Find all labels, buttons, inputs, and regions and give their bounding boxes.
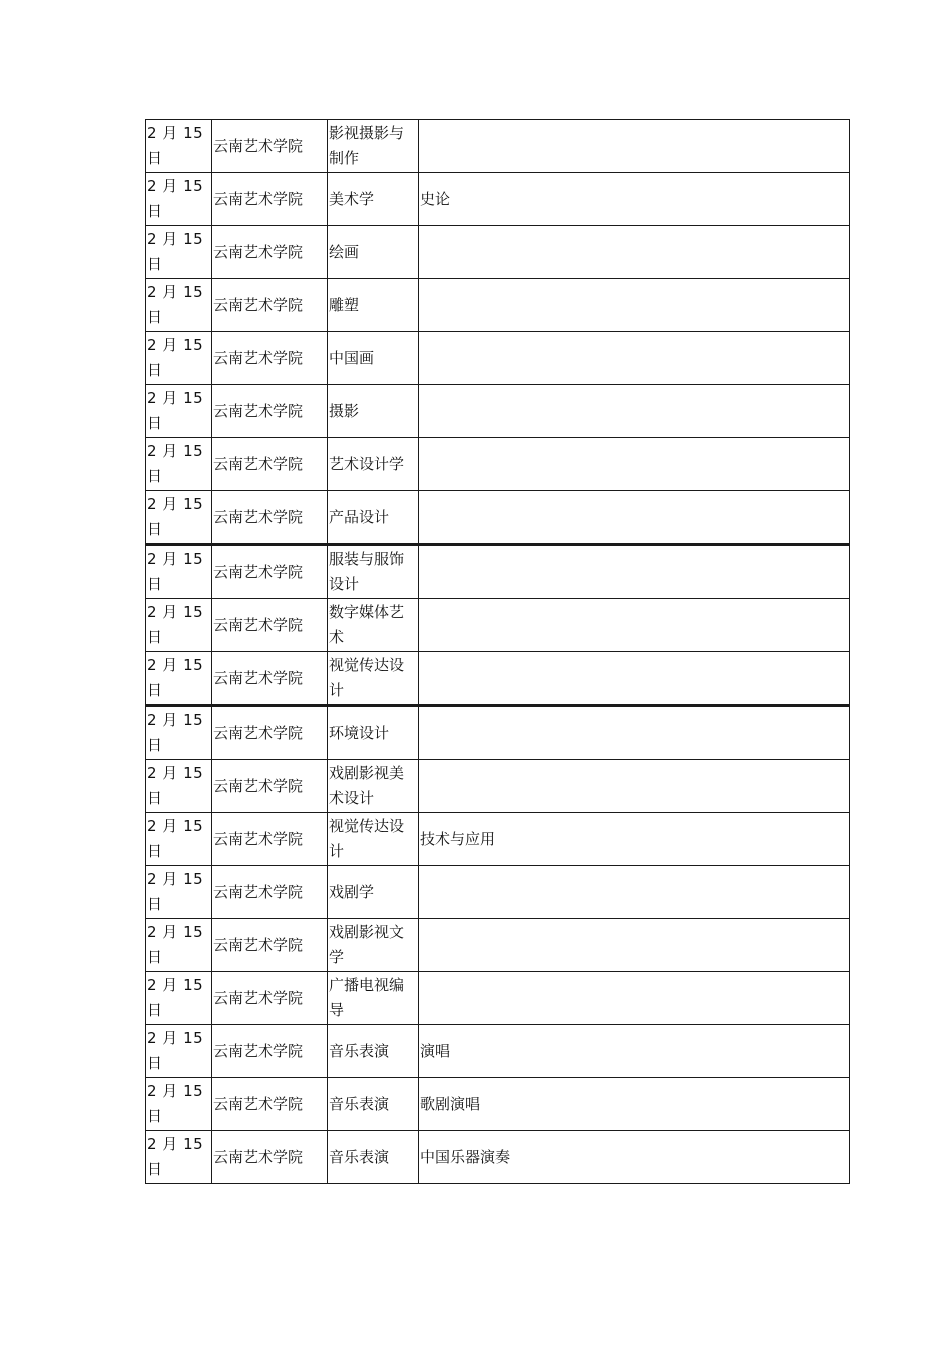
table-row xyxy=(146,545,850,599)
note-cell: 技术与应用 xyxy=(419,813,850,866)
date-cell: 2 月 15 日 xyxy=(146,919,212,972)
date-cell: 2 月 15 日 xyxy=(146,652,212,706)
major-cell: 戏剧学 xyxy=(328,866,419,919)
note-cell xyxy=(419,652,850,706)
school-cell: 云南艺术学院 xyxy=(212,226,328,279)
school-cell: 云南艺术学院 xyxy=(212,1078,328,1131)
date-cell: 2 月 15 日 xyxy=(146,599,212,652)
table-row xyxy=(146,332,850,385)
school-cell: 云南艺术学院 xyxy=(212,438,328,491)
major-cell: 绘画 xyxy=(328,226,419,279)
major-cell: 产品设计 xyxy=(328,491,419,545)
major-cell: 广播电视编导 xyxy=(328,972,419,1025)
major-cell: 环境设计 xyxy=(328,706,419,760)
table-row xyxy=(146,813,850,866)
table-row xyxy=(146,173,850,226)
date-cell: 2 月 15 日 xyxy=(146,332,212,385)
note-cell xyxy=(419,438,850,491)
date-cell: 2 月 15 日 xyxy=(146,226,212,279)
note-cell xyxy=(419,706,850,760)
date-cell: 2 月 15 日 xyxy=(146,279,212,332)
table-row xyxy=(146,279,850,332)
school-cell: 云南艺术学院 xyxy=(212,652,328,706)
date-cell: 2 月 15 日 xyxy=(146,1078,212,1131)
table-row xyxy=(146,1078,850,1131)
date-cell: 2 月 15 日 xyxy=(146,438,212,491)
school-cell: 云南艺术学院 xyxy=(212,332,328,385)
major-cell: 音乐表演 xyxy=(328,1078,419,1131)
table-row xyxy=(146,438,850,491)
note-cell: 歌剧演唱 xyxy=(419,1078,850,1131)
table-row xyxy=(146,652,850,706)
school-cell: 云南艺术学院 xyxy=(212,491,328,545)
major-cell: 艺术设计学 xyxy=(328,438,419,491)
table-row xyxy=(146,866,850,919)
major-cell: 视觉传达设计 xyxy=(328,813,419,866)
date-cell: 2 月 15 日 xyxy=(146,385,212,438)
note-cell: 中国乐器演奏 xyxy=(419,1131,850,1184)
school-cell: 云南艺术学院 xyxy=(212,173,328,226)
major-cell: 数字媒体艺术 xyxy=(328,599,419,652)
date-cell: 2 月 15 日 xyxy=(146,972,212,1025)
note-cell: 演唱 xyxy=(419,1025,850,1078)
note-cell xyxy=(419,919,850,972)
table-row xyxy=(146,706,850,760)
school-cell: 云南艺术学院 xyxy=(212,972,328,1025)
note-cell xyxy=(419,545,850,599)
table-row xyxy=(146,226,850,279)
school-cell: 云南艺术学院 xyxy=(212,279,328,332)
date-cell: 2 月 15 日 xyxy=(146,866,212,919)
table-row xyxy=(146,1131,850,1184)
school-cell: 云南艺术学院 xyxy=(212,919,328,972)
major-cell: 影视摄影与制作 xyxy=(328,120,419,173)
major-cell: 戏剧影视文学 xyxy=(328,919,419,972)
school-cell: 云南艺术学院 xyxy=(212,706,328,760)
major-cell: 美术学 xyxy=(328,173,419,226)
major-cell: 音乐表演 xyxy=(328,1131,419,1184)
date-cell: 2 月 15 日 xyxy=(146,706,212,760)
major-cell: 音乐表演 xyxy=(328,1025,419,1078)
school-cell: 云南艺术学院 xyxy=(212,760,328,813)
table-row xyxy=(146,919,850,972)
date-cell: 2 月 15 日 xyxy=(146,173,212,226)
note-cell xyxy=(419,599,850,652)
major-cell: 雕塑 xyxy=(328,279,419,332)
table-row xyxy=(146,599,850,652)
note-cell: 史论 xyxy=(419,173,850,226)
date-cell: 2 月 15 日 xyxy=(146,491,212,545)
note-cell xyxy=(419,385,850,438)
major-cell: 服装与服饰设计 xyxy=(328,545,419,599)
school-cell: 云南艺术学院 xyxy=(212,599,328,652)
major-cell: 中国画 xyxy=(328,332,419,385)
table-row xyxy=(146,972,850,1025)
note-cell xyxy=(419,866,850,919)
major-cell: 戏剧影视美术设计 xyxy=(328,760,419,813)
date-cell: 2 月 15 日 xyxy=(146,545,212,599)
table-row xyxy=(146,385,850,438)
date-cell: 2 月 15 日 xyxy=(146,760,212,813)
table-row xyxy=(146,760,850,813)
school-cell: 云南艺术学院 xyxy=(212,1131,328,1184)
school-cell: 云南艺术学院 xyxy=(212,385,328,438)
note-cell xyxy=(419,226,850,279)
school-cell: 云南艺术学院 xyxy=(212,1025,328,1078)
school-cell: 云南艺术学院 xyxy=(212,120,328,173)
note-cell xyxy=(419,491,850,545)
school-cell: 云南艺术学院 xyxy=(212,545,328,599)
date-cell: 2 月 15 日 xyxy=(146,813,212,866)
date-cell: 2 月 15 日 xyxy=(146,120,212,173)
table-row xyxy=(146,120,850,173)
note-cell xyxy=(419,332,850,385)
school-cell: 云南艺术学院 xyxy=(212,866,328,919)
note-cell xyxy=(419,120,850,173)
major-cell: 摄影 xyxy=(328,385,419,438)
major-cell: 视觉传达设计 xyxy=(328,652,419,706)
table-row xyxy=(146,1025,850,1078)
date-cell: 2 月 15 日 xyxy=(146,1025,212,1078)
table-row xyxy=(146,491,850,545)
exam-schedule-table xyxy=(145,119,850,1184)
school-cell: 云南艺术学院 xyxy=(212,813,328,866)
note-cell xyxy=(419,760,850,813)
note-cell xyxy=(419,279,850,332)
date-cell: 2 月 15 日 xyxy=(146,1131,212,1184)
note-cell xyxy=(419,972,850,1025)
